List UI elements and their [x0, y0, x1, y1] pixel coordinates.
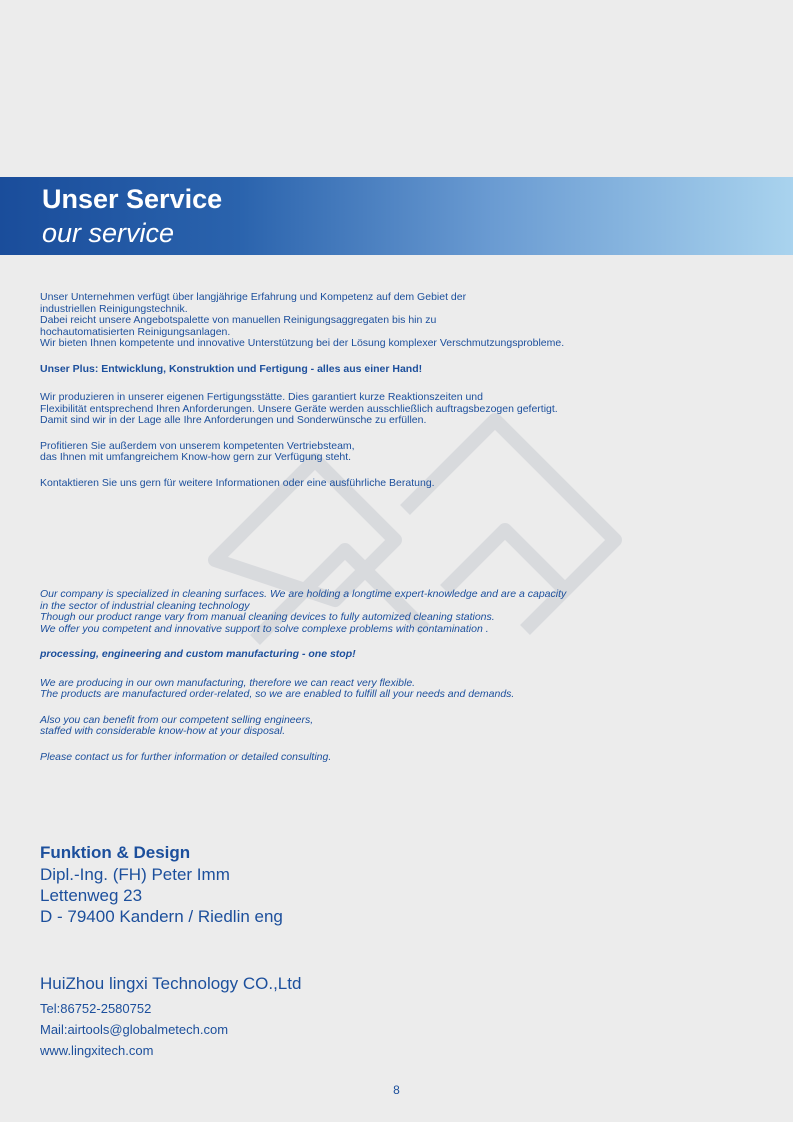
english-sales-paragraph: Also you can benefit from our competent selling engineers, staffed with considerable know-how at your disposal. [40, 713, 314, 737]
english-production-paragraph: We are producing in our own manufacturing, therefore we can react very flexible. The products are manufactured order-related, so we are enabled to fulfill all your needs and demands. [40, 676, 515, 700]
english-contact-paragraph: Please contact us for further information or detailed consulting. [40, 750, 332, 763]
german-sales-paragraph: Profitieren Sie außerdem von unserem kompetenten Vertriebsteam, das Ihnen mit umfangreichem Know-how gern zur Verfügung steht. [40, 439, 355, 463]
german-intro-paragraph: Unser Unternehmen verfügt über langjährige Erfahrung und Kompetenz auf dem Gebiet der industriellen Reinigungstechnik. Dabei reicht unsere Angebotspalette von manuellen Reinigungsaggregaten bis hin zu hochautomatisierten Reinigungsanlagen. Wir bieten Ihnen kompetente und innovative Unterstützung bei der Lösung komplexer Verschmutzungsprobleme. [40, 291, 565, 349]
banner-title: Unser Service [42, 184, 223, 214]
section-banner [0, 177, 793, 255]
german-text-block [40, 292, 760, 503]
company-contact [40, 973, 301, 1061]
contact-name: Dipl.-Ing. (FH) Peter Imm [40, 865, 230, 884]
company-name: HuiZhou lingxi Technology CO.,Ltd [40, 974, 302, 993]
banner-subtitle: our service [42, 218, 175, 248]
german-contact-paragraph: Kontaktieren Sie uns gern für weitere Informationen oder eine ausführliche Beratung. [40, 476, 435, 489]
english-plus-heading: processing, engineering and custom manufacturing - one stop! [40, 648, 356, 660]
contact-city: D - 79400 Kandern / Riedlin eng [40, 907, 283, 926]
english-text-block [40, 589, 760, 777]
company-website[interactable]: www.lingxitech.com [40, 1043, 154, 1058]
page-number: 8 [393, 1083, 400, 1097]
company-tel: Tel:86752-2580752 [40, 1001, 152, 1016]
contact-street: Lettenweg 23 [40, 886, 143, 905]
contact-heading: Funktion & Design [40, 843, 191, 862]
german-production-paragraph: Wir produzieren in unserer eigenen Fertigungsstätte. Dies garantiert kurze Reaktionszeiten und Flexibilität entsprechend Ihren Anforderungen. Unsere Geräte werden ausschließlich auftragsbezogen gefertigt. Damit sind wir in der Lage alle Ihre Anforderungen und Sonderwünsche zu erfüllen. [40, 391, 558, 426]
german-plus-heading: Unser Plus: Entwicklung, Konstruktion und Fertigung - alles aus einer Hand! [40, 362, 423, 375]
english-intro-paragraph: Our company is specialized in cleaning surfaces. We are holding a longtime expert-knowledge and are a capacity in the sector of industrial cleaning technology Though our product range vary from manual cleaning devices to fully automized cleaning stations. We offer you competent and innovative support to solve complexe problems with contamination . [40, 588, 567, 635]
company-mail[interactable]: Mail:airtools@globalmetech.com [40, 1022, 229, 1037]
designer-contact [40, 842, 283, 927]
